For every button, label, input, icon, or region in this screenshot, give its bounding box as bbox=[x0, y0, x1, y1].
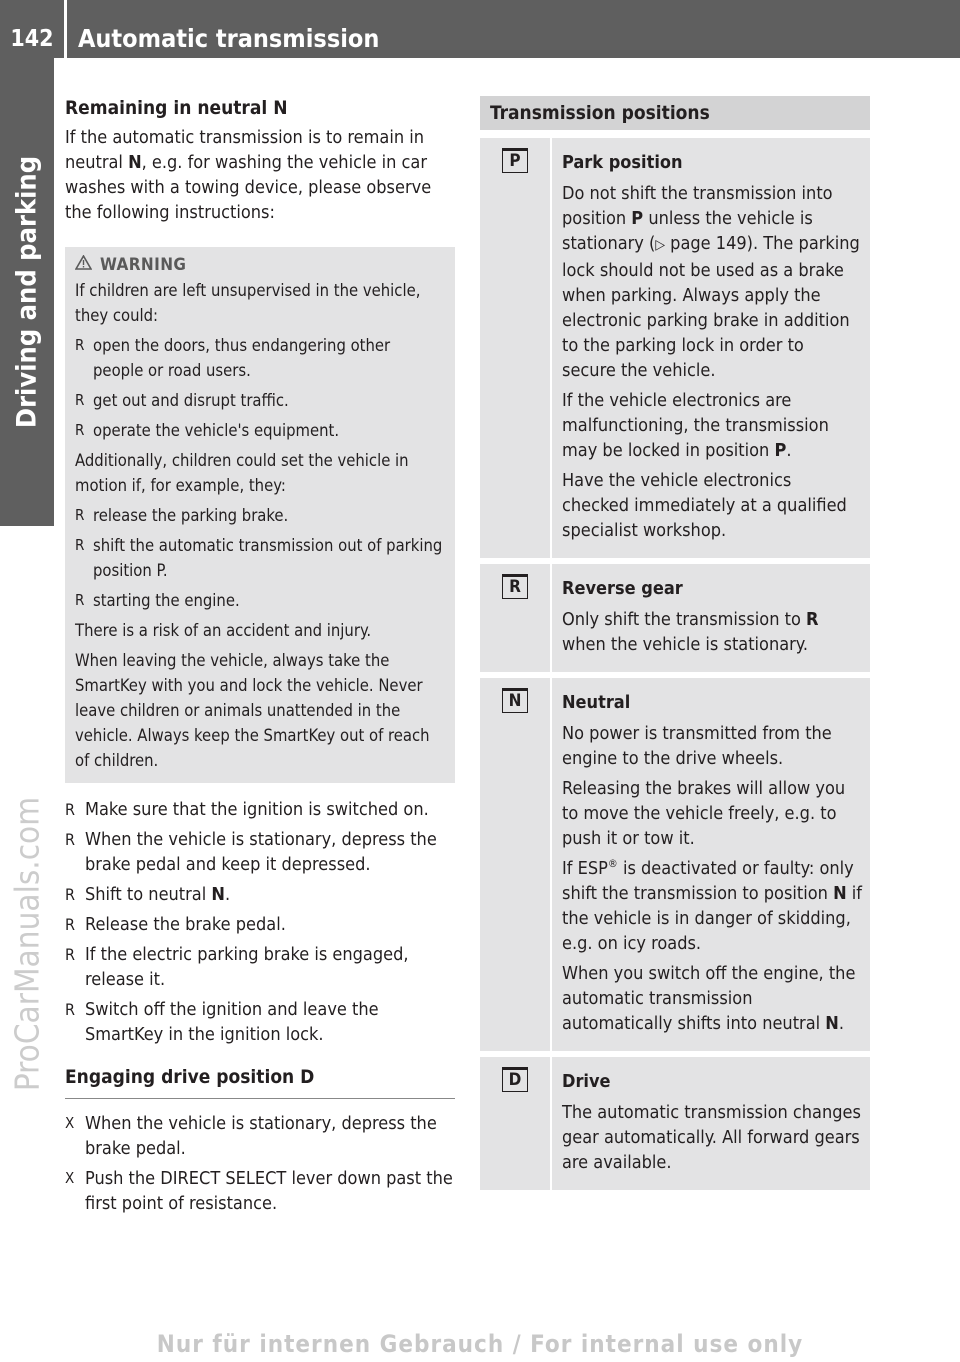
section-side-label: Driving and parking bbox=[11, 155, 43, 429]
page-ref-arrow-icon: ▷ bbox=[655, 237, 666, 253]
bullet-marker: R bbox=[65, 915, 75, 934]
drive-heading: Engaging drive position D bbox=[65, 1065, 455, 1099]
warning-list-item: R starting the engine. bbox=[75, 588, 445, 613]
warning-list-item: R release the parking brake. bbox=[75, 503, 445, 528]
bullet-item: R If the electric parking brake is engaged, release it. bbox=[65, 944, 409, 990]
table-row-park: P Park position Do not shift the transmission into position P unless the vehicle is stationary (▷ page 149). The parking lock should not be used as a brake when parking. Always apply the electronic parking brake in addition to the parking lock in order to secure the vehicle. If the vehicle electronics are malfunctioning, the transmission may be locked in position P. Have the vehicle electronics checked immediately at a qualified specialist workshop. bbox=[480, 138, 870, 558]
table-header: Transmission positions bbox=[480, 96, 870, 130]
table-row-reverse: R Reverse gear Only shift the transmission to R when the vehicle is stationary. bbox=[480, 564, 870, 672]
warning-intro: If children are left unsupervised in the vehicle, they could: bbox=[75, 281, 421, 325]
warning-triangle-icon bbox=[75, 253, 92, 278]
warning-risk: There is a risk of an accident and injury. bbox=[75, 621, 372, 640]
bullet-marker: R bbox=[65, 885, 75, 904]
row-title: Reverse gear bbox=[562, 578, 683, 599]
bullet-item: R When the vehicle is stationary, depress the brake pedal and keep it depressed. bbox=[65, 829, 437, 875]
page-number: 142 bbox=[10, 26, 54, 52]
bullet-item: R Make sure that the ignition is switched on. bbox=[65, 799, 429, 820]
step-arrow-icon: X bbox=[65, 1114, 75, 1132]
warning-title: WARNING bbox=[75, 253, 445, 278]
bullet-item: R Switch off the ignition and leave the SmartKey in the ignition lock. bbox=[65, 999, 379, 1045]
row-title: Drive bbox=[562, 1071, 611, 1092]
neutral-intro: If the automatic transmission is to remain in neutral N, e.g. for washing the vehicle in car washes with a towing device, please observe the following instructions: bbox=[65, 127, 432, 223]
step-item: X When the vehicle is stationary, depress the brake pedal. bbox=[65, 1113, 437, 1159]
warning-additionally: Additionally, children could set the vehicle in motion if, for example, they: bbox=[75, 451, 409, 495]
bullet-marker: R bbox=[65, 1000, 75, 1019]
bullet-marker: R bbox=[65, 830, 75, 849]
transmission-table bbox=[480, 96, 870, 1190]
table-row-drive: D Drive The automatic transmission changes gear automatically. All forward gears are available. bbox=[480, 1057, 870, 1190]
bullet-marker: R bbox=[65, 945, 75, 964]
bullet-item: R Shift to neutral N. bbox=[65, 884, 231, 905]
key-n-icon: N bbox=[502, 688, 528, 713]
warning-list-item: R shift the automatic transmission out of parking position P. bbox=[75, 533, 445, 583]
page-title: Automatic transmission bbox=[78, 24, 380, 53]
bullet-item: R Release the brake pedal. bbox=[65, 914, 286, 935]
warning-list-item: R get out and disrupt traffic. bbox=[75, 388, 445, 413]
header-divider bbox=[64, 0, 67, 58]
footer-watermark: Nur für internen Gebrauch / For internal use only bbox=[156, 1330, 804, 1358]
warning-list-item: R open the doors, thus endangering other people or road users. bbox=[75, 333, 445, 383]
table-row-neutral: N Neutral No power is transmitted from the engine to the drive wheels. Releasing the brakes will allow you to move the vehicle freely, e.g. to push it or tow it. If ESP® is deactivated or faulty: only shift the transmission to position N if the vehicle is in danger of skidding, e.g. on icy roads. When you switch off the engine, the automatic transmission automatically shifts into neutral N. bbox=[480, 678, 870, 1051]
key-p-icon: P bbox=[502, 148, 528, 173]
warning-list-item: R operate the vehicle's equipment. bbox=[75, 418, 445, 443]
warning-advice: When leaving the vehicle, always take the SmartKey with you and lock the vehicle. Never leave children or animals unattended in the vehicle. Always keep the SmartKey out of reach of children. bbox=[75, 651, 430, 770]
step-arrow-icon: X bbox=[65, 1169, 75, 1187]
left-column bbox=[65, 96, 455, 1221]
neutral-heading: Remaining in neutral N bbox=[65, 97, 288, 119]
step-item: X Push the DIRECT SELECT lever down past the first point of resistance. bbox=[65, 1168, 453, 1214]
side-watermark: ProCarManuals.com bbox=[7, 796, 47, 1092]
bullet-marker: R bbox=[65, 800, 75, 819]
row-title: Neutral bbox=[562, 692, 631, 713]
warning-box bbox=[65, 247, 455, 783]
key-d-icon: D bbox=[502, 1067, 528, 1092]
key-r-icon: R bbox=[502, 574, 528, 599]
row-title: Park position bbox=[562, 152, 683, 173]
